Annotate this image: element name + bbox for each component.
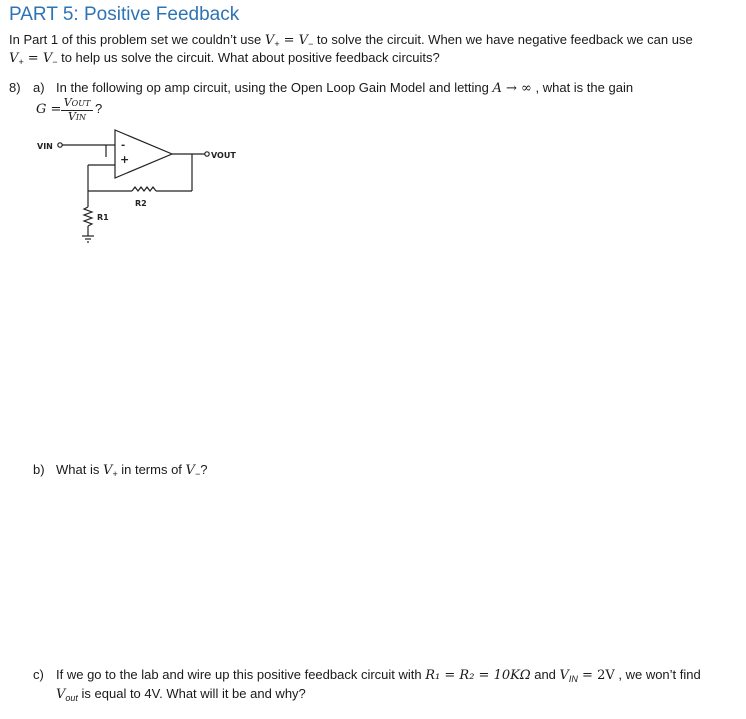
gain-lhs: G = xyxy=(36,102,62,117)
v-minus-sub: − xyxy=(194,469,201,479)
part-b-label: b) xyxy=(33,462,45,477)
equals: = xyxy=(279,33,299,48)
part-b-middle: in terms of xyxy=(117,462,186,477)
r1-resistor xyxy=(84,207,92,226)
part-c-cont: , we won’t find xyxy=(614,667,701,682)
plus-terminal-label: + xyxy=(120,153,130,166)
part-b-prompt: What is xyxy=(56,462,103,477)
v-plus: V xyxy=(264,33,275,48)
gain-question-mark: ? xyxy=(95,101,103,116)
vin-value: = 2V xyxy=(577,668,615,683)
question-number: 8) xyxy=(9,80,21,95)
v-minus: V xyxy=(185,463,195,478)
part-a-prompt: In the following op amp circuit, using the Open Loop Gain Model and letting xyxy=(56,80,493,95)
v-plus-sub: + xyxy=(274,39,280,49)
part-b-text xyxy=(56,460,207,484)
section-title: PART 5: Positive Feedback xyxy=(9,4,240,25)
intro-text: to solve the circuit. When we have negative feedback we can use xyxy=(313,32,693,47)
resistor-values: R₁ = R₂ = 10KΩ xyxy=(425,668,531,683)
part-b-qmark: ? xyxy=(200,462,208,477)
vin-sub: IN xyxy=(568,674,578,684)
vin-label: VIN xyxy=(37,142,53,151)
gain-num-sub: OUT xyxy=(71,99,91,108)
r2-resistor xyxy=(132,187,156,191)
v-plus-sub: + xyxy=(112,469,118,479)
intro-text: to help us solve the circuit. What about positive feedback circuits? xyxy=(57,50,440,65)
gain-symbol: A xyxy=(492,81,502,96)
v-minus: V xyxy=(298,33,309,48)
vout-sub: out xyxy=(65,693,78,703)
vout-v: V xyxy=(56,687,66,702)
arrow-infinity: → ∞ xyxy=(501,81,532,96)
part-c-and: and xyxy=(530,667,560,682)
v-plus: V xyxy=(102,463,113,478)
v-minus-sub: − xyxy=(52,57,58,67)
gain-den-sub: IN xyxy=(75,113,87,122)
vout-terminal xyxy=(205,152,209,156)
part-a-label: a) xyxy=(33,80,45,95)
vout-label: VOUT xyxy=(211,151,236,160)
v-minus: V xyxy=(42,51,53,66)
r1-label: R1 xyxy=(97,213,109,222)
v-plus: V xyxy=(9,51,19,66)
part-c-prompt: If we go to the lab and wire up this positive feedback circuit with xyxy=(56,667,426,682)
part-c-end: is equal to 4V. What will it be and why? xyxy=(77,686,306,701)
part-c-line-2 xyxy=(56,684,306,708)
part-a-tail: , what is the gain xyxy=(531,80,634,95)
r2-label: R2 xyxy=(135,199,147,208)
v-plus-sub: + xyxy=(18,57,24,67)
part-c-label: c) xyxy=(33,667,44,682)
equals: = xyxy=(23,51,43,66)
gain-den-v: V xyxy=(67,110,76,123)
gain-num-v: V xyxy=(63,96,72,109)
minus-terminal-label: - xyxy=(121,140,126,151)
intro-text: In Part 1 of this problem set we couldn’t use xyxy=(9,32,265,47)
v-minus-sub: − xyxy=(308,39,314,49)
vin-v: V xyxy=(559,668,569,683)
vin-terminal xyxy=(58,143,62,147)
